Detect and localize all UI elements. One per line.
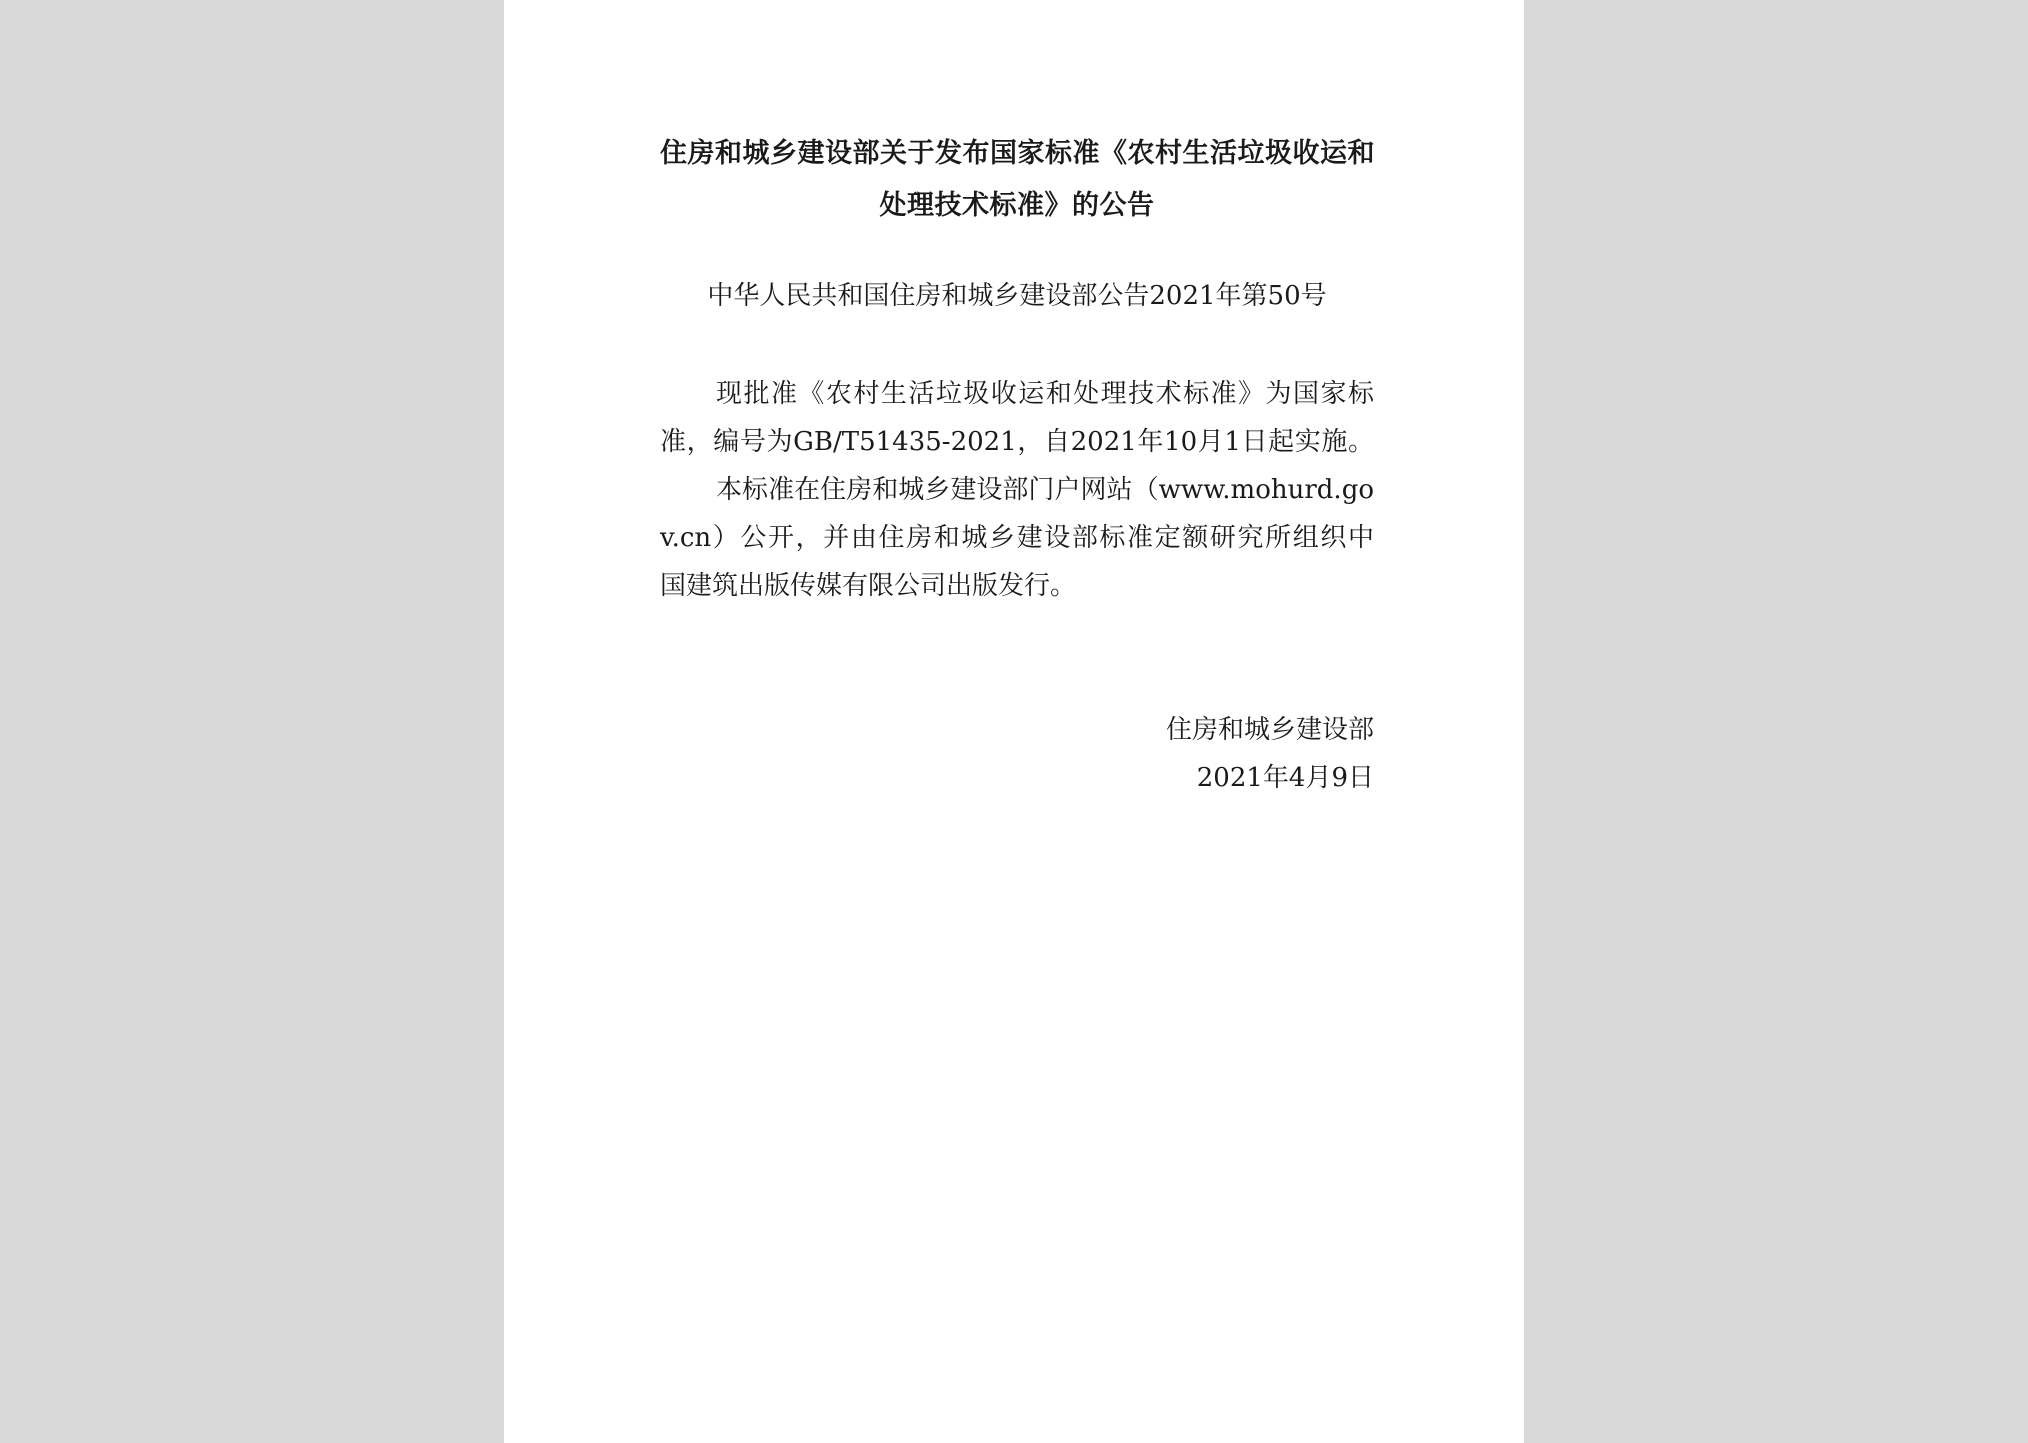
issue-date: 2021年4月9日 (1196, 763, 1374, 793)
page-title (660, 128, 1374, 232)
body-line-3: 本标准在住房和城乡建设部门户网站（www.mohurd.go (716, 475, 1374, 505)
document-page (504, 0, 1524, 1443)
body-line-4: v.cn）公开，并由住房和城乡建设部标准定额研究所组织中 (660, 523, 1374, 553)
issuer-name: 住房和城乡建设部 (1165, 715, 1374, 745)
signature-block (660, 706, 1374, 802)
announcement-body (660, 370, 1374, 610)
title-line-1: 住房和城乡建设部关于发布国家标准《农村生活垃圾收运和 (660, 138, 1375, 169)
body-line-2: 准，编号为GB/T51435-2021，自2021年10月1日起实施。 (660, 427, 1374, 457)
body-line-1: 现批准《农村生活垃圾收运和处理技术标准》为国家标 (716, 379, 1374, 409)
title-line-2: 处理技术标准》的公告 (879, 190, 1155, 221)
announcement-number: 中华人民共和国住房和城乡建设部公告2021年第50号 (707, 281, 1327, 311)
body-line-5: 国建筑出版传媒有限公司出版发行。 (660, 571, 1077, 601)
